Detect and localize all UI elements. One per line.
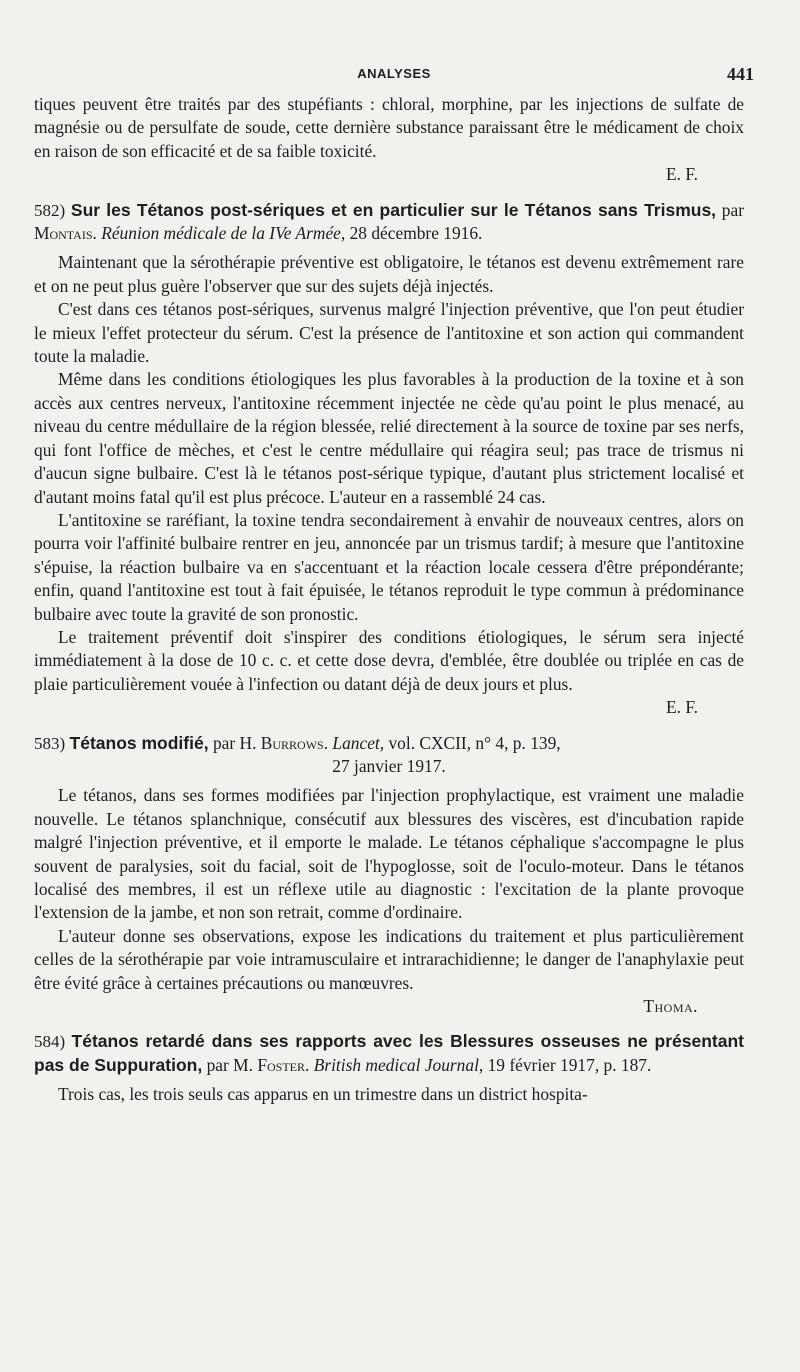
article-by: par	[721, 199, 744, 220]
article-date: 28 décembre 1916.	[349, 223, 483, 244]
article-582-paragraph-4: L'antitoxine se raréfiant, la toxine tendra secondairement à envahir de nouveaux centres, alors on pourra voir l'affinité bulbaire rentrer en jeu, annoncée par un trismus tardif; à mesure que l'antitoxine s'épuise, la réaction bulbaire va en s'accentuant et la réaction locale cessera d'être prépondérante; enfin, quand l'antitoxine est tout à fait épuisée, le tétanos reproduit le type commun à prédominance bulbaire avec toute la gravité de son pronostic.	[34, 509, 744, 624]
running-head	[34, 66, 754, 88]
article-title: Sur les Tétanos post-sériques et en particulier sur le Tétanos sans Trismus,	[70, 199, 717, 220]
intro-paragraph: tiques peuvent être traités par des stupéfiants : chloral, morphine, par les injections de sulfate de magnésie ou de persulfate de soude, cette dernière substance paraissant être le médicament de choix en raison de son efficacité et de sa faible toxicité.	[34, 94, 744, 161]
article-source: British medical Journal,	[313, 1054, 484, 1075]
article-584-header	[34, 1030, 744, 1077]
article-author: Foster.	[257, 1054, 310, 1075]
article-582-paragraph-2: C'est dans ces tétanos post-sériques, survenus malgré l'injection préventive, que l'on peut étudier le mieux l'effet protecteur du sérum. C'est la présence de l'antitoxine et son action qui commandent toute la maladie.	[34, 299, 744, 367]
article-number: 582)	[34, 200, 66, 220]
article-by: par	[212, 732, 236, 753]
article-582-paragraph-3: Même dans les conditions étiologiques les plus favorables à la production de la toxine et à son accès aux centres nerveux, l'antitoxine récemment injectée ne cède qu'au point le plus menacé, au niveau du centre médullaire de la région blessée, relié directement à la source de toxine par ses nerfs, qui font l'office de mèches, et c'est le centre médullaire qui réagira seul; pas trace de trismus ni d'aucun signe bulbaire. C'est là le tétanos post-sérique typique, d'autant plus strictement localisé et d'autant moins fatal qu'il est plus précoce. L'auteur en a rassemblé 24 cas.	[34, 369, 744, 507]
article-date: 27 janvier 1917.	[332, 755, 446, 776]
article-reference: vol. CXCII, n° 4, p. 139,	[388, 732, 561, 753]
article-number: 584)	[34, 1032, 66, 1052]
article-number: 583)	[34, 733, 66, 753]
article-date: 19 février 1917, p. 187.	[487, 1054, 652, 1075]
page-body	[34, 93, 744, 1107]
article-583-signature: Thoma.	[643, 996, 698, 1017]
article-583-paragraph-2: L'auteur donne ses observations, expose les indications du traitement et plus particulièrement celles de la sérothérapie par voie intramusculaire et intrarachidienne; le danger de l'anaphylaxie peut être évité grâce à certaines précautions ou manœuvres.	[34, 925, 744, 993]
article-title: Tétanos modifié,	[69, 732, 209, 753]
article-582-paragraph-1: Maintenant que la sérothérapie préventive est obligatoire, le tétanos est devenu extrêmement rare et on ne peut plus guère l'observer que sur des sujets déjà injectés.	[34, 252, 744, 296]
article-582-paragraph-5: Le traitement préventif doit s'inspirer des conditions étiologiques, le sérum sera injecté immédiatement à la dose de 10 c. c. et cette dose devra, d'emblée, être doublée ou triplée en cas de plaie particulièrement vouée à l'infection ou datant déjà de deux jours et plus.	[34, 626, 744, 694]
article-source: Lancet,	[332, 732, 385, 753]
article-583-header	[34, 732, 744, 779]
page-number: 441	[727, 64, 754, 84]
article-title: Tétanos retardé dans ses rapports avec les Blessures osseuses ne présentant pas de Suppuration,	[34, 1031, 744, 1075]
article-source: Réunion médicale de la IVe Armée,	[101, 223, 346, 244]
article-author: Montais.	[34, 223, 97, 244]
article-by: par M.	[206, 1054, 253, 1075]
article-582-signature: E. F.	[666, 697, 698, 718]
article-583-paragraph-1: Le tétanos, dans ses formes modifiées par l'injection prophylactique, est vraiment une maladie nouvelle. Le tétanos splanchnique, consécutif aux blessures des viscères, est d'incubation rapide malgré l'injection préventive, et il emporte le malade. Le tétanos céphalique s'accompagne le plus souvent de paralysies, soit du facial, soit de l'hypoglosse, soit de l'oculo-moteur. Dans le tétanos localisé des membres, il est un réflexe utile au diagnostic : l'excitation de la plante provoque l'extension de la jambe, et non son retrait, comme d'ordinaire.	[34, 785, 744, 923]
running-title: ANALYSES	[357, 66, 431, 81]
article-582-header	[34, 199, 744, 246]
article-author: H. Burrows.	[239, 732, 329, 753]
article-584-paragraph-1: Trois cas, les trois seuls cas apparus en un trimestre dans un district hospita-	[58, 1084, 588, 1105]
intro-signature: E. F.	[666, 164, 698, 185]
